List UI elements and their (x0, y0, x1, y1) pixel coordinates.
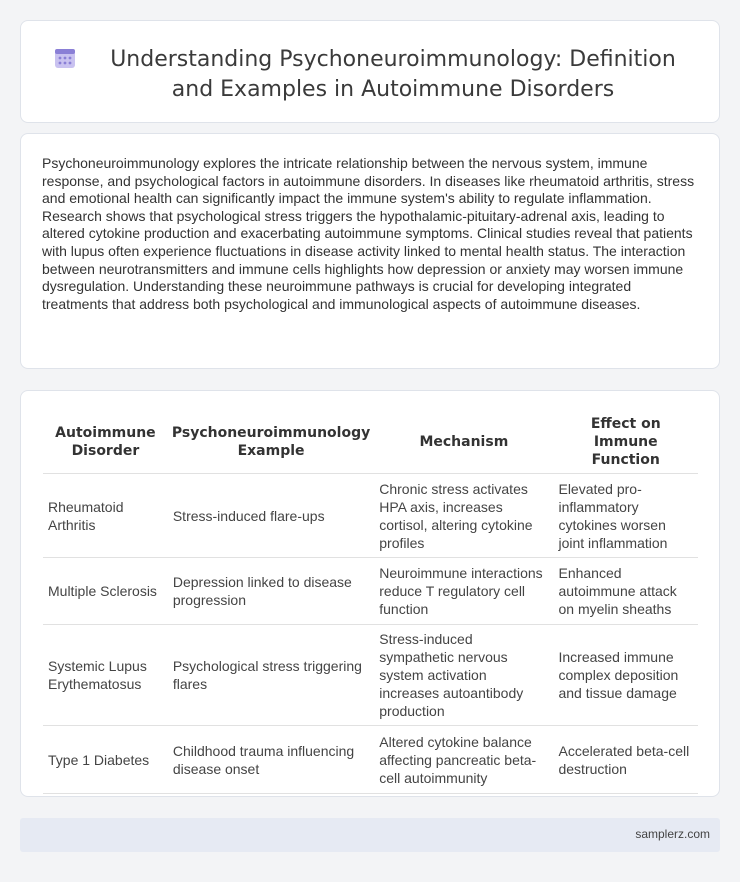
cell-mechanism: Altered cytokine balance affecting pancreatic beta-cell autoimmunity (374, 726, 553, 794)
cell-disorder: Multiple Sclerosis (43, 558, 168, 625)
cell-effect: Increased immune complex deposition and tissue damage (553, 625, 698, 726)
table-row (43, 474, 698, 558)
table-row (43, 726, 698, 794)
page-title: Understanding Psychoneuroimmunology: Definition and Examples in Autoimmune Disorders (110, 47, 676, 102)
cell-effect: Elevated pro-inflammatory cytokines worsen joint inflammation (553, 474, 698, 558)
header-autoimmune-disorder: Autoimmune Disorder (43, 411, 168, 474)
table-row (43, 558, 698, 625)
cell-mechanism: Neuroimmune interactions reduce T regulatory cell function (374, 558, 553, 625)
cell-disorder: Systemic Lupus Erythematosus (43, 625, 168, 726)
footer-bar (20, 818, 720, 852)
cell-example: Childhood trauma influencing disease onset (168, 726, 374, 794)
cell-effect: Accelerated beta-cell destruction (553, 726, 698, 794)
table-row (43, 625, 698, 726)
intro-card (20, 133, 720, 369)
cell-mechanism: Stress-induced sympathetic nervous system activation increases autoantibody production (374, 625, 553, 726)
table-header-row (43, 411, 698, 474)
footer-site-link[interactable]: samplerz.com (635, 827, 710, 841)
intro-paragraph: Psychoneuroimmunology explores the intricate relationship between the nervous system, immune response, and psychological factors in autoimmune disorders. In diseases like rheumatoid arthritis, stress and emotional health can significantly impact the immune system's ability to regulate inflammation. Research shows that psychological stress triggers the hypothalamic-pituitary-adrenal axis, leading to altered cytokine production and exacerbating autoimmune symptoms. Clinical studies reveal that patients with lupus often experience fluctuations in disease activity linked to mental health status. The interaction between neurotransmitters and immune cells highlights how depression or anxiety may worsen immune dysregulation. Understanding these neuroimmune pathways is crucial for developing integrated treatments that address both psychological and immunological aspects of autoimmune diseases. (42, 155, 695, 312)
cell-example: Depression linked to disease progression (168, 558, 374, 625)
cell-disorder: Type 1 Diabetes (43, 726, 168, 794)
psychoneuroimmunology-table (43, 411, 698, 794)
header-pni-example: Psychoneuroimmunology Example (168, 411, 374, 474)
cell-example: Psychological stress triggering flares (168, 625, 374, 726)
title-card (20, 20, 720, 123)
header-effect-on-immune-function: Effect on Immune Function (553, 411, 698, 474)
cell-mechanism: Chronic stress activates HPA axis, increases cortisol, altering cytokine profiles (374, 474, 553, 558)
cell-example: Stress-induced flare-ups (168, 474, 374, 558)
header-mechanism: Mechanism (374, 411, 553, 474)
cell-disorder: Rheumatoid Arthritis (43, 474, 168, 558)
table-card (20, 390, 720, 797)
cell-effect: Enhanced autoimmune attack on myelin sheaths (553, 558, 698, 625)
